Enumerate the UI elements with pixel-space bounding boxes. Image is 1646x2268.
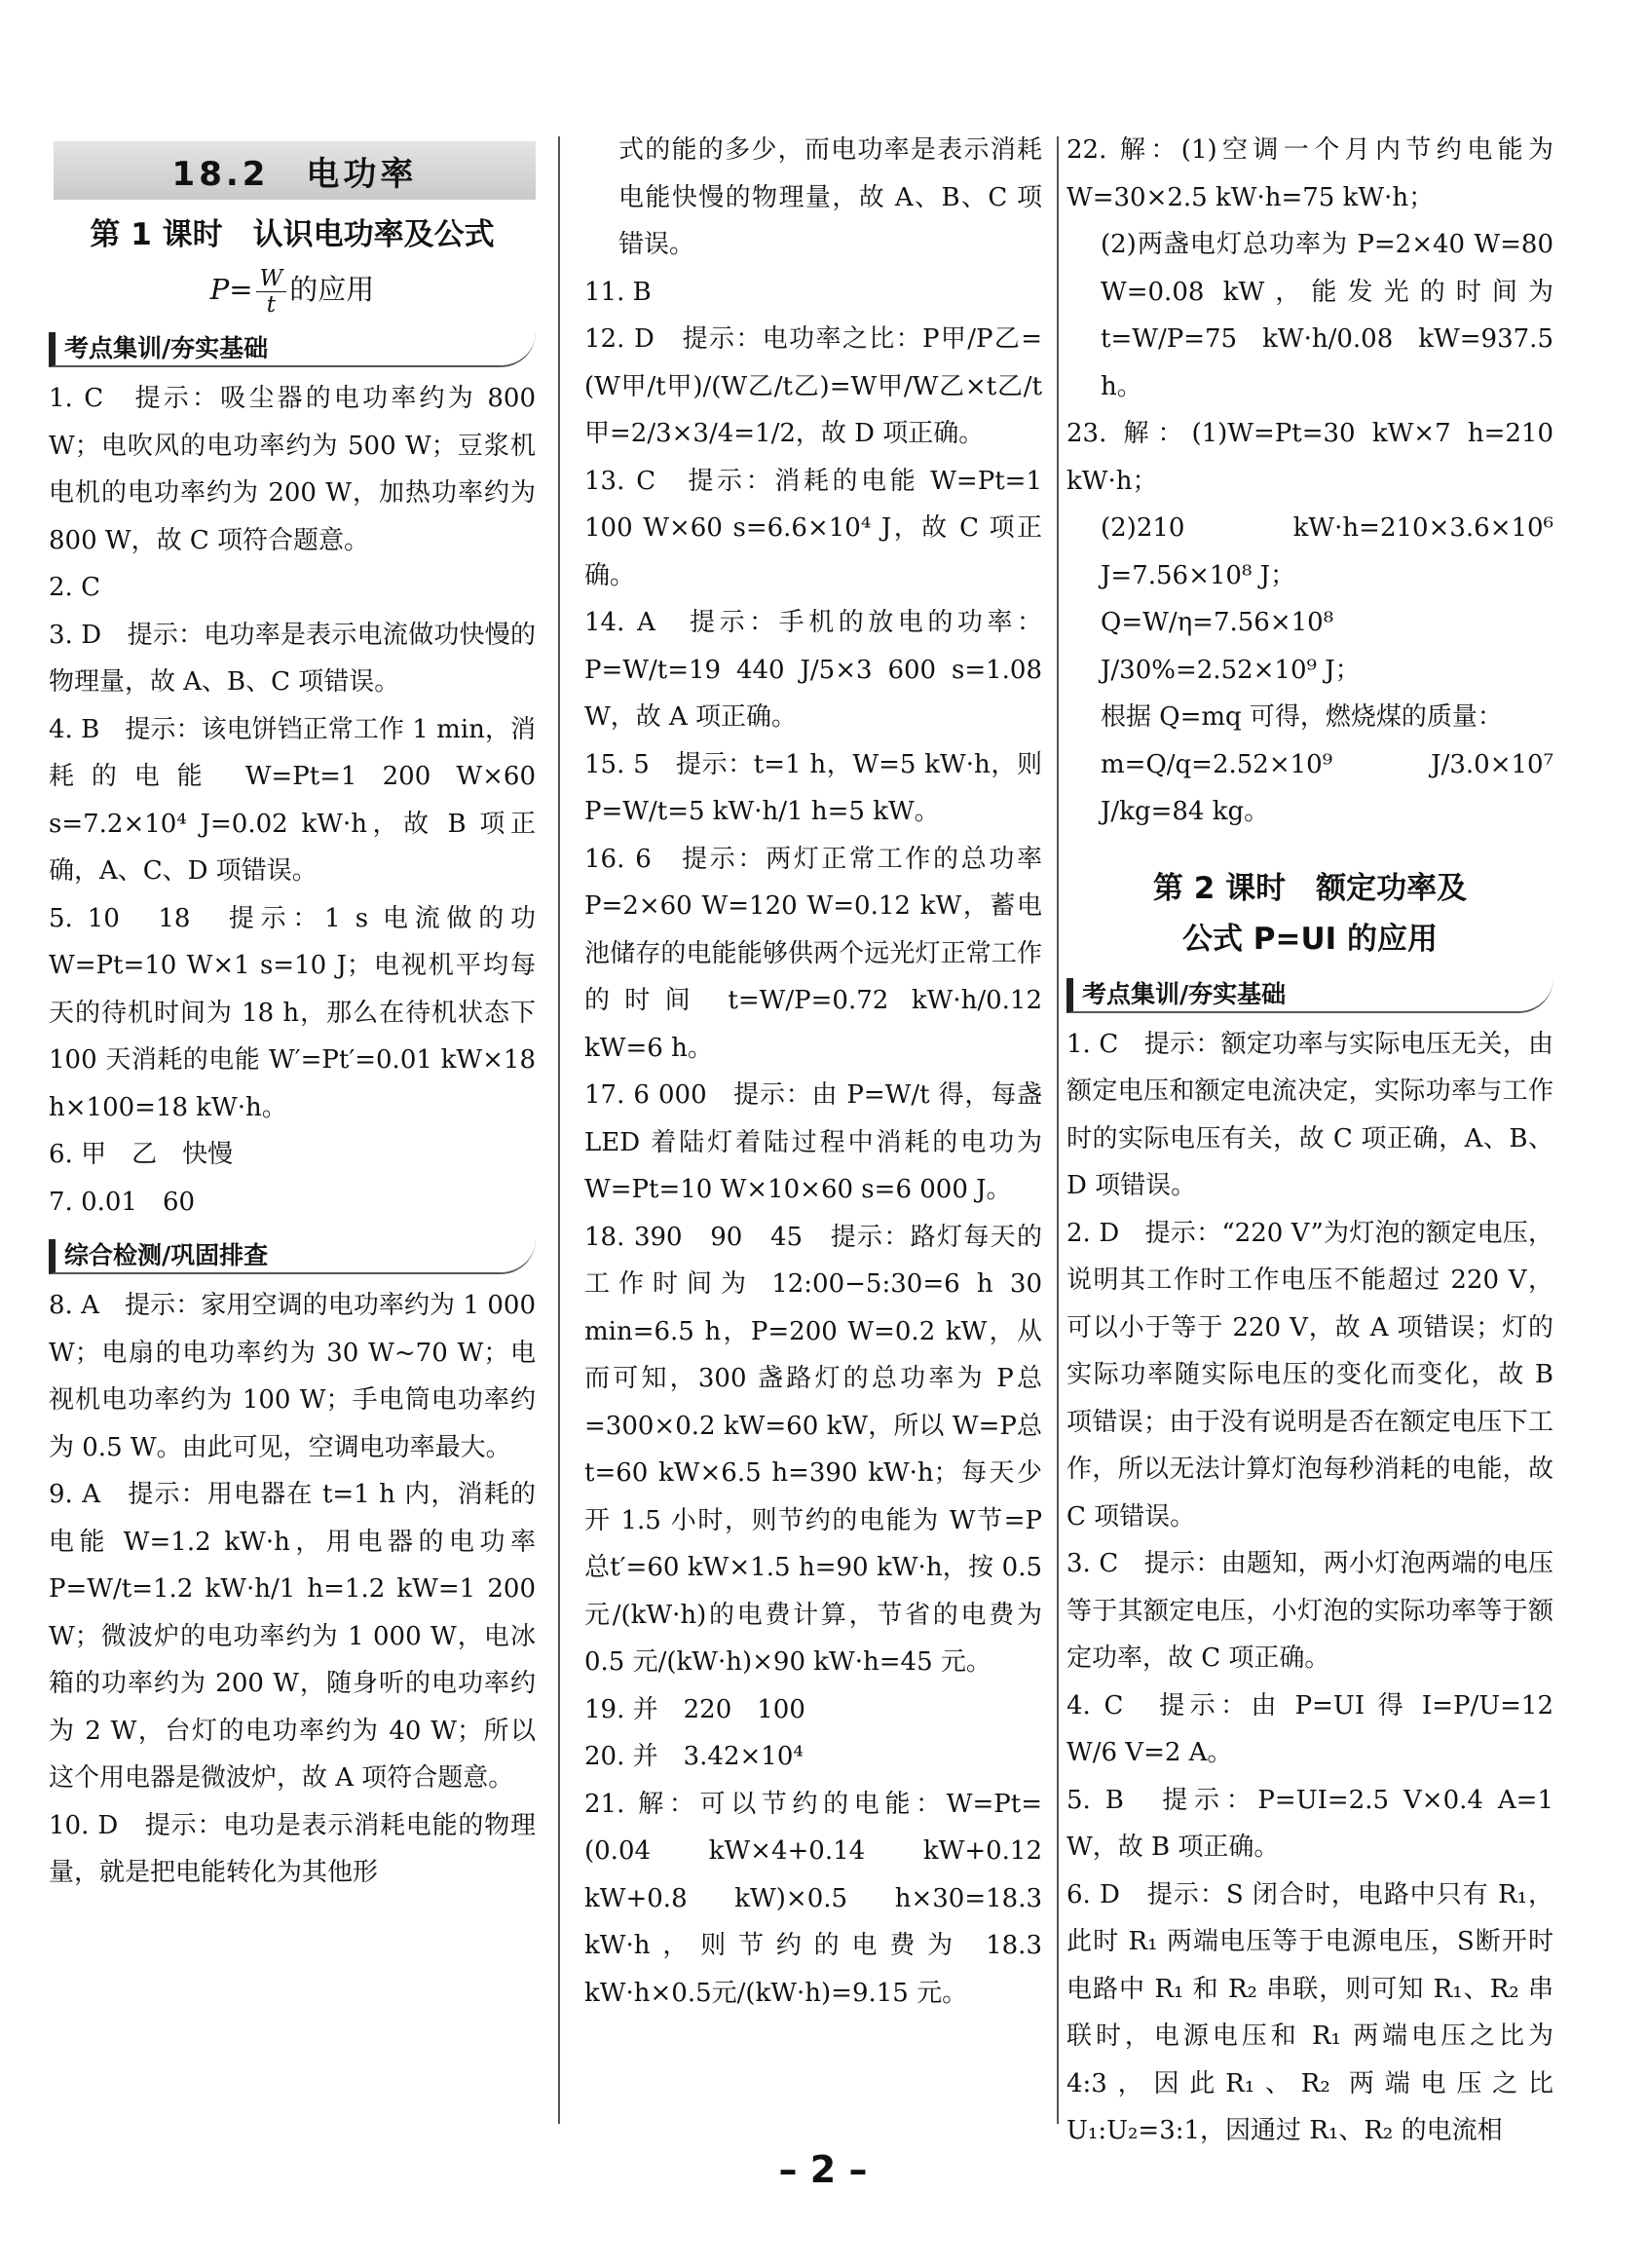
section-basic-heading-2: 考点集训/夯实基础 xyxy=(1066,978,1553,1013)
answer-item: 13. C 提示：消耗的电能 W=Pt=1 100 W×60 s=6.6×10⁴ J，故 C 项正确。 xyxy=(584,466,1042,590)
answer-item: 15. 5 提示：t=1 h，W=5 kW·h，则 P=W/t=5 kW·h/1 h=5 kW。 xyxy=(584,749,1042,826)
section-comprehensive-heading: 综合检测/巩固排查 xyxy=(49,1239,536,1274)
answer-item: 7. 0.01 60 xyxy=(49,1187,196,1217)
column-divider-left xyxy=(558,136,560,2124)
answer-item: 6. 甲 乙 快慢 xyxy=(49,1140,234,1169)
answer-list-2 xyxy=(584,127,1042,2017)
answer-item: 4. C 提示：由 P=UI 得 I=P/U=12 W/6 V=2 A。 xyxy=(1066,1690,1553,1767)
answer-item: 21. 解：可以节约的电能：W=Pt=(0.04 kW×4+0.14 kW+0.12 kW+0.8 kW)×0.5 h×30=18.3 kW·h，则节约的电费为 18.3 kW·h×0.5元/(kW·h)=9.15 元。 xyxy=(584,1789,1042,2008)
page-number: – 2 – xyxy=(778,2148,868,2191)
answer-item: 3. D 提示：电功率是表示电流做功快慢的物理量，故 A、B、C 项错误。 xyxy=(49,620,536,697)
answer-list-1b xyxy=(49,1282,536,1897)
answer-item: 18. 390 90 45 提示：路灯每天的工作时间为 12:00−5:30=6 h 30 min=6.5 h，P=200 W=0.2 kW，从而可知，300 盏路灯的总功率为 P总=300×0.2 kW=60 kW，所以 W=P总t=60 kW×6.5 h=390 kW·h；每天少开 1.5 小时，则节约的电能为 W节=P总t′=60 kW×1.5 h=90 kW·h，按 0.5 元/(kW·h)的电费计算，节省的电费为0.5 元/(kW·h)×90 kW·h=45 元。 xyxy=(584,1222,1042,1677)
lesson-2-subtitle: 公式 P=UI 的应用 xyxy=(1182,921,1438,957)
lesson-1-title: 第 1 课时 认识电功率及公式 xyxy=(90,217,495,252)
column-2 xyxy=(584,127,1042,2017)
section-title: 18.2 电功率 xyxy=(54,141,536,200)
column-1 xyxy=(49,127,536,1897)
answer-item: 14. A 提示：手机的放电的功率：P=W/t=19 440 J/5×3 600 s=1.08 W，故 A 项正确。 xyxy=(584,608,1042,732)
answer-item: 5. 10 18 提示：1 s 电流做的功 W=Pt=10 W×1 s=10 J；电视机平均每天的待机时间为 18 h，那么在待机状态下 100 天消耗的电能 W′=Pt′=0.01 kW×18 h×100=18 kW·h。 xyxy=(49,903,536,1122)
answer-item: 1. C 提示：额定功率与实际电压无关，由额定电压和额定电流决定，实际功率与工作时的实际电压有关，故 C 项正确，A、B、D 项错误。 xyxy=(1066,1029,1553,1200)
column-divider-right xyxy=(1057,136,1059,2124)
answer-item: 8. A 提示：家用空调的电功率约为 1 000 W；电扇的电功率约为 30 W~70 W；电视机电功率约为 100 W；手电筒电功率约为 0.5 W。由此可见，空调电功率最大。 xyxy=(49,1291,536,1462)
answer-item: 9. A 提示：用电器在 t=1 h 内，消耗的电能 W=1.2 kW·h，用电器的电功率 P=W/t=1.2 kW·h/1 h=1.2 kW=1 200 W；微波炉的电功率约为 1 000 W，电冰箱的功率约为 200 W，随身听的电功率约为 2 W，台灯的电功率约为 40 W；所以这个用电器是微波炉，故 A 项符合题意。 xyxy=(49,1480,536,1793)
answer-item: (2)210 kW·h=210×3.6×10⁶ J=7.56×10⁸ J； xyxy=(1101,513,1553,590)
answer-item: (2)两盏电灯总功率为 P=2×40 W=80 W=0.08 kW，能发光的时间为 t=W/P=75 kW·h/0.08 kW=937.5 h。 xyxy=(1101,230,1553,401)
answer-item: 根据 Q=mq 可得，燃烧煤的质量： xyxy=(1101,702,1503,732)
answer-item: 6. D 提示：S 闭合时，电路中只有 R₁，此时 R₁ 两端电压等于电源电压，S断开时电路中 R₁ 和 R₂ 串联，则可知 R₁、R₂ 串联时，电源电压和 R₁ 两端电压之比为 4:3，因此R₁、R₂ 两端电压之比 U₁:U₂=3:1，因通过 R₁、R₂ 的电流相 xyxy=(1066,1879,1553,2145)
answer-list-3 xyxy=(1066,127,1553,836)
answer-item: 19. 并 220 100 xyxy=(584,1694,805,1724)
answer-item: 1. C 提示：吸尘器的电功率约为 800 W；电吹风的电功率约为 500 W；豆浆机电机的电功率约为 200 W，加热功率约为 800 W，故 C 项符合题意。 xyxy=(49,384,536,555)
answer-item: m=Q/q=2.52×10⁹ J/3.0×10⁷ J/kg=84 kg。 xyxy=(1101,749,1553,826)
answer-item: 17. 6 000 提示：由 P=W/t 得，每盏 LED 着陆灯着陆过程中消耗的电功为 W=Pt=10 W×10×60 s=6 000 J。 xyxy=(584,1080,1042,1204)
answer-item: 3. C 提示：由题知，两小灯泡两端的电压等于其额定电压，小灯泡的实际功率等于额定功率，故 C 项正确。 xyxy=(1066,1549,1553,1673)
answer-list-1 xyxy=(49,375,536,1226)
section-basic-heading: 考点集训/夯实基础 xyxy=(49,332,536,367)
answer-item: 2. C xyxy=(49,573,100,602)
answer-item: 23. 解：(1)W=Pt=30 kW×7 h=210 kW·h； xyxy=(1066,419,1553,496)
answer-item: 11. B xyxy=(584,277,652,307)
answer-item: 22. 解：(1)空调一个月内节约电能为 W=30×2.5 kW·h=75 kW·h； xyxy=(1066,135,1553,212)
answer-item: 5. B 提示：P=UI=2.5 V×0.4 A=1 W，故 B 项正确。 xyxy=(1066,1785,1553,1862)
answer-item: 2. D 提示：“220 V”为灯泡的额定电压，说明其工作时工作电压不能超过 220 V，可以小于等于 220 V，故 A 项错误；灯的实际功率随实际电压的变化而变化，故 B 项错误；由于没有说明是否在额定电压下工作，所以无法计算灯泡每秒消耗的电能，故 C 项错误。 xyxy=(1066,1218,1553,1531)
lesson-2-title: 第 2 课时 额定功率及 xyxy=(1152,870,1468,906)
lesson-1-subtitle-tail: 的应用 xyxy=(289,273,375,306)
answer-item: 12. D 提示：电功率之比：P甲/P乙=(W甲/t甲)/(W乙/t乙)=W甲/W乙×t乙/t甲=2/3×3/4=1/2，故 D 项正确。 xyxy=(584,324,1042,448)
column-3 xyxy=(1066,127,1553,2155)
answer-item: 4. B 提示：该电饼铛正常工作 1 min，消耗的电能 W=Pt=1 200 W×60 s=7.2×10⁴ J=0.02 kW·h，故 B 项正确，A、C、D 项错误。 xyxy=(49,714,536,886)
answer-list-3b xyxy=(1066,1021,1553,2155)
answer-item: 10. D 提示：电功是表示消耗电能的物理量，就是把电能转化为其他形 xyxy=(49,1810,536,1887)
answer-item: 式的能的多少，而电功率是表示消耗电能快慢的物理量，故 A、B、C 项错误。 xyxy=(618,135,1042,259)
answer-item: Q=W/η=7.56×10⁸ J/30%=2.52×10⁹ J； xyxy=(1101,608,1361,685)
answer-item: 16. 6 提示：两灯正常工作的总功率 P=2×60 W=120 W=0.12 kW，蓄电池储存的电能能够供两个远光灯正常工作的时间 t=W/P=0.72 kW·h/0.12 kW=6 h。 xyxy=(584,844,1042,1063)
answer-item: 20. 并 3.42×10⁴ xyxy=(584,1742,804,1771)
formula-w-over-t: $\frac{W}{t}$ xyxy=(256,266,287,318)
lesson-1-subtitle: P= $\frac{W}{t}$ 的应用 xyxy=(209,265,375,318)
